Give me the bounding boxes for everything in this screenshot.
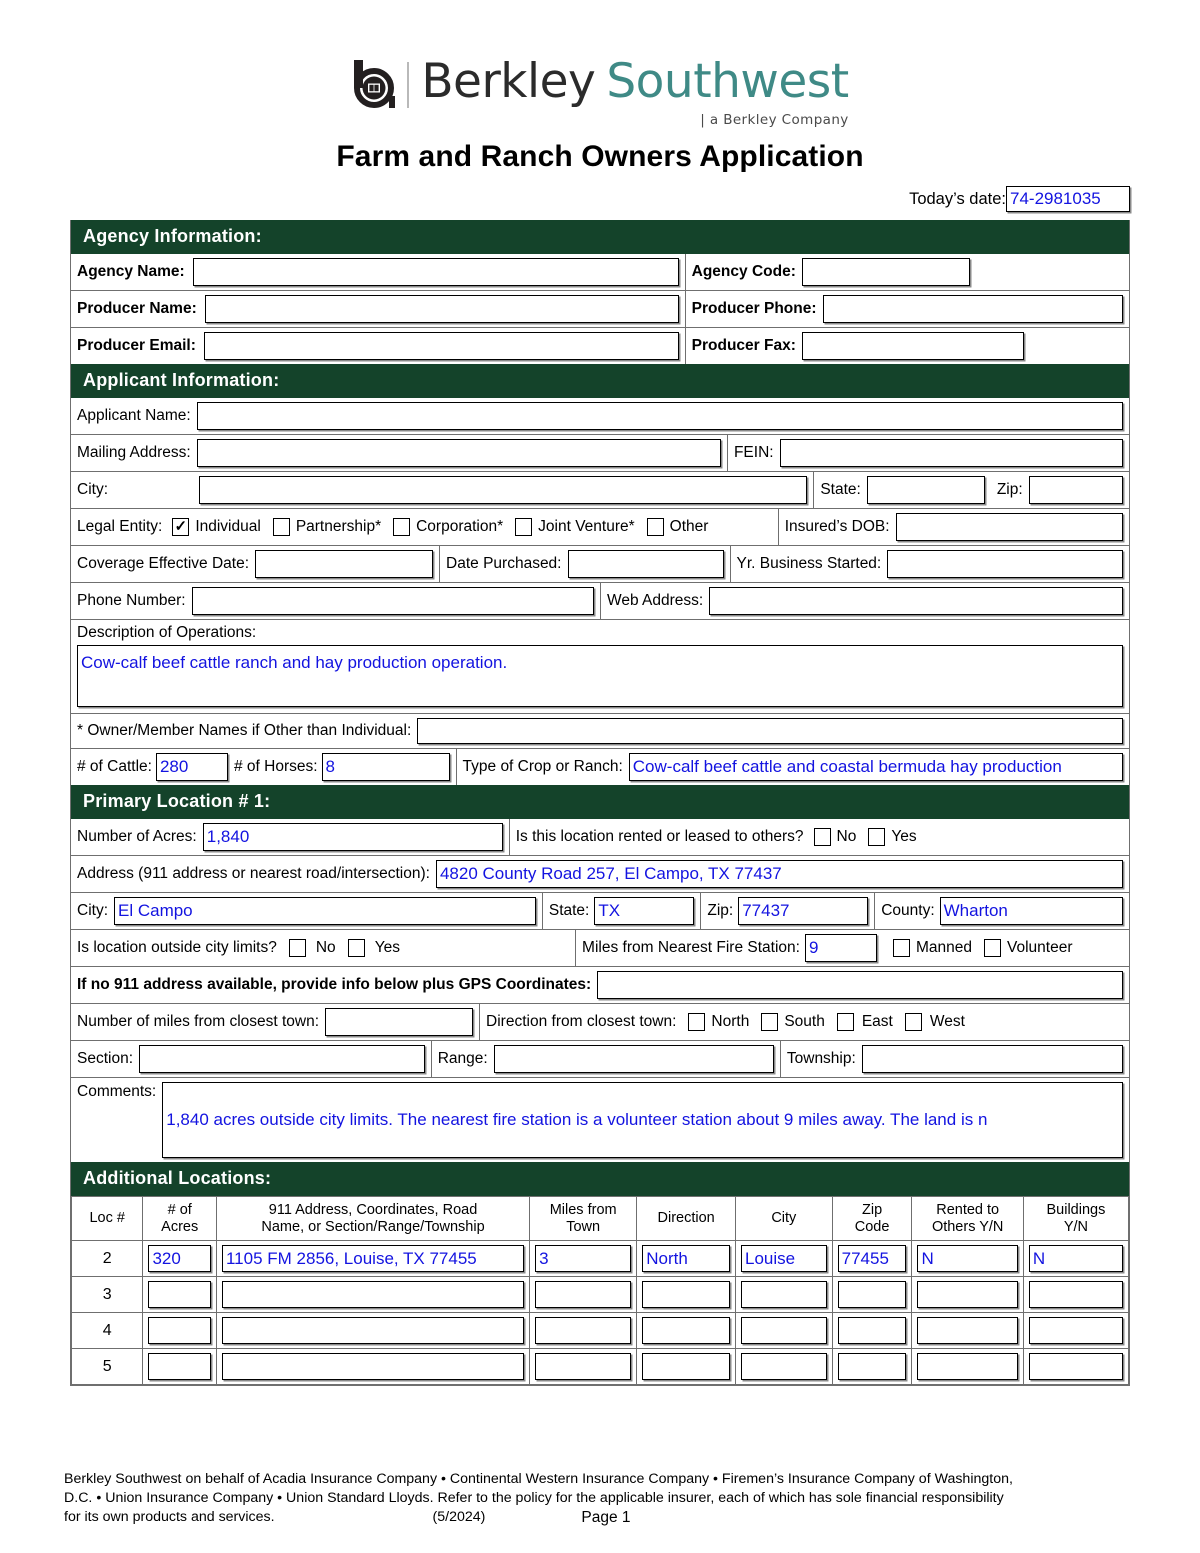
township-input[interactable] bbox=[862, 1045, 1123, 1073]
row2-direction-value: North bbox=[646, 1249, 688, 1269]
checkbox-corporation[interactable] bbox=[393, 518, 410, 536]
owner-names-input[interactable] bbox=[417, 718, 1123, 744]
fire-station-input[interactable] bbox=[805, 934, 877, 962]
row5-direction-input[interactable] bbox=[642, 1353, 730, 1380]
col-zip-line2: Code bbox=[854, 1218, 890, 1235]
producer-phone-label: Producer Phone: bbox=[691, 300, 817, 317]
row-producer-email bbox=[71, 327, 1129, 364]
row-no-911-gps bbox=[71, 966, 1129, 1003]
additional-locations-table bbox=[71, 1196, 1129, 1385]
form-body bbox=[70, 220, 1130, 1386]
row4-city-cell bbox=[735, 1313, 832, 1349]
crop-type-input[interactable] bbox=[629, 753, 1123, 781]
location-zip-label: Zip: bbox=[707, 902, 734, 919]
col-rented-line1: Rented to bbox=[936, 1202, 1000, 1218]
col-address-line2: Name, or Section/Range/Township bbox=[261, 1218, 485, 1235]
producer-phone-input[interactable] bbox=[823, 295, 1123, 323]
applicant-zip-input[interactable] bbox=[1029, 476, 1123, 504]
crop-type-label: Type of Crop or Ranch: bbox=[462, 758, 623, 775]
section-header-applicant: Applicant Information: bbox=[71, 364, 1129, 398]
direction-label-north: North bbox=[711, 1013, 750, 1030]
row2-acres-input[interactable] bbox=[148, 1245, 211, 1272]
row5-city-input[interactable] bbox=[741, 1353, 827, 1380]
phone-number-input[interactable] bbox=[192, 587, 594, 615]
description-input[interactable] bbox=[77, 645, 1123, 707]
table-row bbox=[72, 1349, 1129, 1385]
web-address-input[interactable] bbox=[709, 587, 1123, 615]
row-section-range-township bbox=[71, 1040, 1129, 1077]
row2-address-value: 1105 FM 2856, Louise, TX 77455 bbox=[225, 1249, 477, 1269]
checkbox-direction-north[interactable] bbox=[688, 1013, 705, 1031]
checkbox-direction-south[interactable] bbox=[761, 1013, 778, 1031]
range-label: Range: bbox=[437, 1050, 488, 1067]
row3-rented-cell bbox=[912, 1277, 1023, 1313]
row3-buildings-cell bbox=[1023, 1277, 1128, 1313]
row-miles-direction bbox=[71, 1003, 1129, 1040]
section-header-additional-locations: Additional Locations: bbox=[71, 1162, 1129, 1196]
legal-entity-label-partnership: Partnership* bbox=[295, 518, 382, 535]
fire-station-label-volunteer: Volunteer bbox=[1006, 939, 1073, 956]
col-city: City bbox=[735, 1197, 832, 1241]
row-outside-city-fire-station bbox=[71, 929, 1129, 966]
legal-entity-label-other: Other bbox=[669, 518, 709, 535]
col-zip-line1: Zip bbox=[861, 1202, 883, 1218]
row4-zip-input[interactable] bbox=[838, 1317, 907, 1344]
col-acres-line1: # of bbox=[167, 1202, 192, 1218]
checkbox-direction-west[interactable] bbox=[905, 1013, 922, 1031]
row-description-of-operations bbox=[71, 619, 1129, 713]
coverage-effective-date-input[interactable] bbox=[255, 550, 433, 578]
row2-buildings-input[interactable] bbox=[1029, 1245, 1123, 1272]
direction-option-west[interactable] bbox=[905, 1013, 965, 1031]
row5-loc: 5 bbox=[72, 1349, 143, 1385]
row-location-address bbox=[71, 855, 1129, 892]
cattle-input[interactable] bbox=[156, 753, 228, 781]
no-911-label: If no 911 address available, provide info below plus GPS Coordinates: bbox=[77, 976, 592, 993]
todays-date-input[interactable] bbox=[1006, 186, 1130, 212]
horses-input[interactable] bbox=[322, 753, 450, 781]
row3-direction-cell bbox=[637, 1277, 736, 1313]
row4-acres-cell bbox=[143, 1313, 217, 1349]
range-input[interactable] bbox=[494, 1045, 774, 1073]
row2-address-cell bbox=[216, 1241, 529, 1277]
direction-label: Direction from closest town: bbox=[486, 1013, 677, 1030]
row5-direction-cell bbox=[637, 1349, 736, 1385]
checkbox-manned[interactable] bbox=[893, 939, 910, 957]
row5-buildings-cell bbox=[1023, 1349, 1128, 1385]
row5-rented-cell bbox=[912, 1349, 1023, 1385]
cattle-value: 280 bbox=[159, 757, 189, 777]
producer-fax-input[interactable] bbox=[802, 332, 1024, 360]
footer-page-number: Page 1 bbox=[581, 1509, 631, 1527]
col-rented bbox=[912, 1197, 1023, 1241]
row3-zip-input[interactable] bbox=[838, 1281, 907, 1308]
row2-miles-cell bbox=[530, 1241, 637, 1277]
insured-dob-label: Insured’s DOB: bbox=[784, 518, 890, 535]
applicant-state-input[interactable] bbox=[867, 476, 985, 504]
applicant-city-input[interactable] bbox=[199, 476, 807, 504]
row2-direction-input[interactable] bbox=[642, 1245, 730, 1272]
rented-label-yes: Yes bbox=[891, 828, 917, 845]
mailing-address-input[interactable] bbox=[197, 439, 721, 467]
fire-station-label-manned: Manned bbox=[915, 939, 972, 956]
col-direction: Direction bbox=[637, 1197, 736, 1241]
row3-loc: 3 bbox=[72, 1277, 143, 1313]
producer-name-label: Producer Name: bbox=[77, 300, 197, 317]
legal-entity-label: Legal Entity: bbox=[77, 518, 163, 535]
insured-dob-input[interactable] bbox=[896, 513, 1123, 541]
location-zip-value: 77437 bbox=[742, 901, 790, 921]
checkbox-other[interactable] bbox=[647, 518, 664, 536]
location-address-input[interactable] bbox=[436, 860, 1123, 888]
agency-name-label: Agency Name: bbox=[77, 263, 185, 280]
row4-city-input[interactable] bbox=[741, 1317, 827, 1344]
row3-acres-cell bbox=[143, 1277, 217, 1313]
location-city-value: El Campo bbox=[118, 901, 193, 921]
checkbox-rented-yes[interactable] bbox=[868, 828, 885, 846]
coverage-effective-date-label: Coverage Effective Date: bbox=[77, 555, 250, 572]
table-row bbox=[72, 1313, 1129, 1349]
direction-label-south: South bbox=[784, 1013, 825, 1030]
brand-tagline: | a Berkley Company bbox=[700, 112, 849, 128]
table-row bbox=[72, 1277, 1129, 1313]
fein-input[interactable] bbox=[780, 439, 1123, 467]
location-county-input[interactable] bbox=[940, 897, 1123, 925]
row2-acres-cell bbox=[143, 1241, 217, 1277]
direction-option-east[interactable] bbox=[837, 1013, 893, 1031]
table-row bbox=[72, 1241, 1129, 1277]
producer-email-label: Producer Email: bbox=[77, 337, 196, 354]
row5-address-cell bbox=[216, 1349, 529, 1385]
row4-direction-input[interactable] bbox=[642, 1317, 730, 1344]
row5-zip-cell bbox=[832, 1349, 912, 1385]
row5-miles-cell bbox=[530, 1349, 637, 1385]
miles-closest-town-input[interactable] bbox=[325, 1008, 473, 1036]
todays-date-row bbox=[0, 186, 1200, 212]
col-buildings bbox=[1023, 1197, 1128, 1241]
legal-entity-label-corporation: Corporation* bbox=[416, 518, 504, 535]
description-value: Cow-calf beef cattle ranch and hay production operation. bbox=[81, 653, 508, 672]
location-city-input[interactable] bbox=[114, 897, 536, 925]
applicant-name-input[interactable] bbox=[197, 402, 1123, 430]
row2-rented-cell bbox=[912, 1241, 1023, 1277]
producer-email-input[interactable] bbox=[204, 332, 679, 360]
row2-zip-cell bbox=[832, 1241, 912, 1277]
location-county-value: Wharton bbox=[943, 901, 1008, 921]
section-input[interactable] bbox=[139, 1045, 425, 1073]
row2-miles-input[interactable] bbox=[535, 1245, 631, 1272]
col-acres bbox=[143, 1197, 217, 1241]
crop-type-value: Cow-calf beef cattle and coastal bermuda hay production bbox=[632, 757, 1062, 777]
col-acres-line2: Acres bbox=[161, 1218, 199, 1235]
page-title: Farm and Ranch Owners Application bbox=[336, 140, 864, 173]
agency-code-input[interactable] bbox=[802, 258, 970, 286]
row5-city-cell bbox=[735, 1349, 832, 1385]
outside-city-label: Is location outside city limits? bbox=[77, 939, 277, 956]
row3-miles-input[interactable] bbox=[535, 1281, 631, 1308]
location-city-label: City: bbox=[77, 902, 108, 919]
row2-city-cell bbox=[735, 1241, 832, 1277]
rented-label: Is this location rented or leased to others? bbox=[515, 828, 804, 845]
mailing-address-label: Mailing Address: bbox=[77, 444, 191, 461]
outside-city-label-no: No bbox=[315, 939, 336, 956]
checkbox-volunteer[interactable] bbox=[984, 939, 1001, 957]
agency-name-input[interactable] bbox=[193, 258, 679, 286]
brand-name-berkley: Berkley bbox=[421, 54, 596, 109]
horses-label: # of Horses: bbox=[233, 758, 318, 775]
row2-zip-input[interactable] bbox=[838, 1245, 907, 1272]
row-agency-name bbox=[71, 254, 1129, 290]
legal-entity-option-partnership[interactable] bbox=[273, 518, 381, 536]
row5-buildings-input[interactable] bbox=[1029, 1353, 1123, 1380]
row3-rented-input[interactable] bbox=[917, 1281, 1017, 1308]
comments-value: 1,840 acres outside city limits. The nearest fire station is a volunteer station about 9 miles away. The land is n bbox=[166, 1110, 988, 1130]
owner-names-label: * Owner/Member Names if Other than Individual: bbox=[77, 722, 412, 739]
footer-revision: (5/2024) bbox=[432, 1509, 486, 1526]
row2-loc: 2 bbox=[72, 1241, 143, 1277]
location-zip-input[interactable] bbox=[738, 897, 868, 925]
row-owner-names bbox=[71, 713, 1129, 748]
applicant-name-label: Applicant Name: bbox=[77, 407, 191, 424]
legal-entity-label-joint-venture: Joint Venture* bbox=[538, 518, 635, 535]
section-header-agency: Agency Information: bbox=[71, 220, 1129, 254]
row2-address-input[interactable] bbox=[222, 1245, 524, 1272]
acres-input[interactable] bbox=[203, 823, 503, 851]
location-state-label: State: bbox=[548, 902, 590, 919]
footer-line-1: Berkley Southwest on behalf of Acadia Insurance Company • Continental Western Insurance Company • Firemen’s Insurance Company of Washington, bbox=[64, 1470, 1013, 1487]
col-zip bbox=[832, 1197, 912, 1241]
yr-business-started-label: Yr. Business Started: bbox=[736, 555, 882, 572]
row2-rented-input[interactable] bbox=[917, 1245, 1017, 1272]
row4-address-cell bbox=[216, 1313, 529, 1349]
comments-label: Comments: bbox=[77, 1083, 157, 1100]
rented-option-yes[interactable] bbox=[868, 828, 916, 846]
rented-option-no[interactable] bbox=[814, 828, 857, 846]
table-header-row bbox=[72, 1197, 1129, 1241]
agency-code-label: Agency Code: bbox=[691, 263, 796, 280]
yr-business-started-input[interactable] bbox=[887, 550, 1123, 578]
legal-entity-option-individual[interactable] bbox=[172, 518, 261, 536]
row3-city-cell bbox=[735, 1277, 832, 1313]
location-address-value: 4820 County Road 257, El Campo, TX 77437 bbox=[439, 864, 782, 884]
checkbox-joint-venture[interactable] bbox=[515, 518, 532, 536]
legal-entity-option-other[interactable] bbox=[647, 518, 709, 536]
direction-label-east: East bbox=[861, 1013, 893, 1030]
row5-rented-input[interactable] bbox=[917, 1353, 1017, 1380]
row4-rented-input[interactable] bbox=[917, 1317, 1017, 1344]
row2-buildings-cell bbox=[1023, 1241, 1128, 1277]
row5-acres-input[interactable] bbox=[148, 1353, 211, 1380]
row4-buildings-input[interactable] bbox=[1029, 1317, 1123, 1344]
row4-buildings-cell bbox=[1023, 1313, 1128, 1349]
row2-city-input[interactable] bbox=[741, 1245, 827, 1272]
location-address-label: Address (911 address or nearest road/intersection): bbox=[77, 865, 430, 882]
row-legal-entity bbox=[71, 508, 1129, 545]
row4-address-input[interactable] bbox=[222, 1317, 524, 1344]
web-address-label: Web Address: bbox=[607, 592, 704, 609]
horses-value: 8 bbox=[325, 757, 335, 777]
row-comments bbox=[71, 1077, 1129, 1162]
row3-city-input[interactable] bbox=[741, 1281, 827, 1308]
brand-name-southwest: Southwest bbox=[606, 54, 849, 109]
col-miles bbox=[530, 1197, 637, 1241]
applicant-zip-label: Zip: bbox=[996, 481, 1023, 498]
fein-label: FEIN: bbox=[733, 444, 774, 461]
row5-acres-cell bbox=[143, 1349, 217, 1385]
acres-label: Number of Acres: bbox=[77, 828, 197, 845]
footer-line-3: for its own products and services. bbox=[64, 1509, 275, 1526]
col-address-line1: 911 Address, Coordinates, Road bbox=[268, 1202, 478, 1218]
phone-number-label: Phone Number: bbox=[77, 592, 186, 609]
row5-address-input[interactable] bbox=[222, 1353, 524, 1380]
row4-zip-cell bbox=[832, 1313, 912, 1349]
row3-address-cell bbox=[216, 1277, 529, 1313]
row3-miles-cell bbox=[530, 1277, 637, 1313]
col-buildings-line1: Buildings bbox=[1046, 1202, 1106, 1218]
section-label: Section: bbox=[77, 1050, 134, 1067]
legal-entity-option-corporation[interactable] bbox=[393, 518, 503, 536]
todays-date-label: Today’s date: bbox=[909, 189, 1006, 208]
direction-option-south[interactable] bbox=[761, 1013, 825, 1031]
row-applicant-city bbox=[71, 471, 1129, 508]
fire-station-option-volunteer[interactable] bbox=[984, 939, 1073, 957]
row2-direction-cell bbox=[637, 1241, 736, 1277]
col-rented-line2: Others Y/N bbox=[931, 1218, 1004, 1235]
checkbox-direction-east[interactable] bbox=[837, 1013, 854, 1031]
row3-direction-input[interactable] bbox=[642, 1281, 730, 1308]
legal-entity-label-individual: Individual bbox=[195, 518, 261, 535]
brand-logo bbox=[0, 0, 1200, 128]
direction-option-north[interactable] bbox=[688, 1013, 749, 1031]
section-header-primary-location: Primary Location # 1: bbox=[71, 785, 1129, 819]
cattle-label: # of Cattle: bbox=[77, 758, 152, 775]
outside-city-option-yes[interactable] bbox=[348, 939, 400, 957]
date-purchased-input[interactable] bbox=[568, 550, 724, 578]
producer-fax-label: Producer Fax: bbox=[691, 337, 796, 354]
row2-miles-value: 3 bbox=[539, 1249, 549, 1269]
location-state-input[interactable] bbox=[594, 897, 694, 925]
row-coverage-dates bbox=[71, 545, 1129, 582]
checkbox-individual[interactable]: ✓ bbox=[172, 518, 189, 536]
col-loc: Loc # bbox=[72, 1197, 143, 1241]
row5-miles-input[interactable] bbox=[535, 1353, 631, 1380]
row-mailing-address bbox=[71, 434, 1129, 471]
applicant-city-label: City: bbox=[77, 481, 108, 498]
footer-line-2: D.C. • Union Insurance Company • Union Standard Lloyds. Refer to the policy for the applicable insurer, each of which has sole financial responsibility bbox=[64, 1489, 1004, 1506]
location-county-label: County: bbox=[881, 902, 935, 919]
col-address bbox=[216, 1197, 529, 1241]
row2-rented-value: N bbox=[921, 1249, 934, 1269]
col-buildings-line2: Y/N bbox=[1063, 1218, 1088, 1235]
row3-zip-cell bbox=[832, 1277, 912, 1313]
outside-city-option-no[interactable] bbox=[289, 939, 336, 957]
row3-acres-input[interactable] bbox=[148, 1281, 211, 1308]
checkbox-rented-no[interactable] bbox=[814, 828, 831, 846]
fire-station-label: Miles from Nearest Fire Station: bbox=[582, 939, 800, 956]
fire-station-value: 9 bbox=[808, 938, 819, 958]
page-footer bbox=[64, 1470, 1140, 1529]
checkbox-partnership[interactable] bbox=[273, 518, 290, 536]
berkley-b-logo-icon bbox=[351, 58, 397, 110]
row-phone-web bbox=[71, 582, 1129, 619]
row-livestock-crop bbox=[71, 748, 1129, 785]
row-acres-rented bbox=[71, 819, 1129, 855]
row4-acres-input[interactable] bbox=[148, 1317, 211, 1344]
row4-miles-input[interactable] bbox=[535, 1317, 631, 1344]
outside-city-label-yes: Yes bbox=[374, 939, 400, 956]
row2-zip-value: 77455 bbox=[841, 1249, 889, 1269]
row4-loc: 4 bbox=[72, 1313, 143, 1349]
row-applicant-name bbox=[71, 398, 1129, 434]
township-label: Township: bbox=[786, 1050, 856, 1067]
applicant-state-label: State: bbox=[820, 481, 861, 498]
comments-input[interactable] bbox=[162, 1082, 1123, 1158]
checkbox-outside-city-no[interactable] bbox=[289, 939, 306, 957]
acres-value: 1,840 bbox=[206, 827, 250, 847]
row4-miles-cell bbox=[530, 1313, 637, 1349]
col-miles-line2: Town bbox=[566, 1218, 601, 1235]
row2-buildings-value: N bbox=[1032, 1249, 1046, 1269]
row-location-city-state-zip bbox=[71, 892, 1129, 929]
legal-entity-option-joint-venture[interactable] bbox=[515, 518, 635, 536]
location-state-value: TX bbox=[598, 901, 621, 921]
producer-name-input[interactable] bbox=[205, 295, 679, 323]
direction-label-west: West bbox=[929, 1013, 965, 1030]
miles-closest-town-label: Number of miles from closest town: bbox=[77, 1013, 320, 1030]
rented-label-no: No bbox=[836, 828, 857, 845]
checkbox-outside-city-yes[interactable] bbox=[348, 939, 365, 957]
row2-city-value: Louise bbox=[744, 1249, 796, 1269]
row4-direction-cell bbox=[637, 1313, 736, 1349]
description-label: Description of Operations: bbox=[77, 624, 257, 641]
row2-acres-value: 320 bbox=[152, 1249, 181, 1269]
fire-station-option-manned[interactable] bbox=[893, 939, 972, 957]
col-miles-line1: Miles from bbox=[549, 1202, 617, 1218]
logo-divider bbox=[407, 62, 409, 108]
row-producer-name bbox=[71, 290, 1129, 327]
row3-buildings-input[interactable] bbox=[1029, 1281, 1123, 1308]
row5-zip-input[interactable] bbox=[838, 1353, 907, 1380]
gps-coordinates-input[interactable] bbox=[597, 971, 1123, 999]
row3-address-input[interactable] bbox=[222, 1281, 524, 1308]
row4-rented-cell bbox=[912, 1313, 1023, 1349]
date-purchased-label: Date Purchased: bbox=[446, 555, 562, 572]
todays-date-value: 74-2981035 bbox=[1010, 189, 1101, 209]
